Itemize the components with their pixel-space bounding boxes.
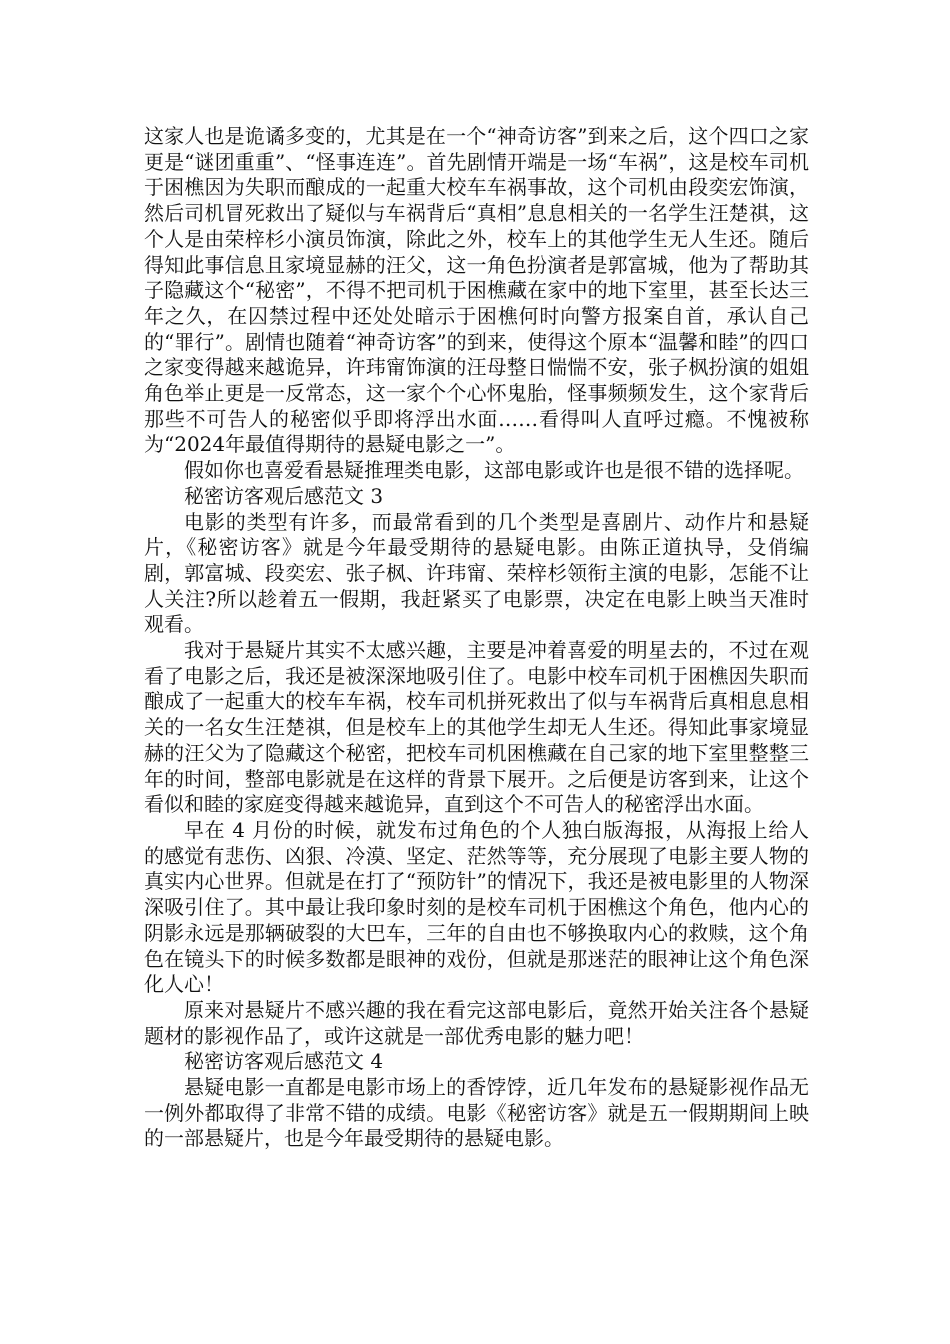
paragraph-plot-summary: 我对于悬疑片其实不太感兴趣，主要是冲着喜爱的明星去的，不过在观看了电影之后，我还是被深深地吸引住了。电影中校车司机于困樵因失职而酿成了一起重大的校车车祸，校车司机拼死救出了似与车祸背后真相息息相关的一名女生汪楚祺，但是校车上的其他学生却无人生还。得知此事家境显赫的汪父为了隐藏这个秘密，把校车司机困樵藏在自己家的地下室里整整三年的时间，整部电影就是在这样的背景下展开。之后便是访客到来，让这个看似和睦的家庭变得越来越诡异，直到这个不可告人的秘密浮出水面。 xyxy=(144,638,809,817)
document-page xyxy=(144,124,809,1152)
paragraph-intro-continued: 这家人也是诡谲多变的，尤其是在一个“神奇访客”到来之后，这个四口之家更是“谜团重重”、“怪事连连”。首先剧情开端是一场“车祸”，这是校车司机于困樵因为失职而酿成的一起重大校车车祸事故，这个司机由段奕宏饰演，然后司机冒死救出了疑似与车祸背后“真相”息息相关的一名学生汪楚祺，这个人是由荣梓杉小演员饰演，除此之外，校车上的其他学生无人生还。随后得知此事信息且家境显赫的汪父，这一角色扮演者是郭富城，他为了帮助其子隐藏这个“秘密”，不得不把司机于困樵藏在家中的地下室里，甚至长达三年之久，在囚禁过程中还处处暗示于困樵何时向警方报案自首，承认自己的“罪行”。剧情也随着“神奇访客”的到来，使得这个原本“温馨和睦”的四口之家变得越来越诡异，许玮甯饰演的汪母整日惴惴不安，张子枫扮演的姐姐角色举止更是一反常态，这一家个个心怀鬼胎，怪事频频发生，这个家背后那些不可告人的秘密似乎即将浮出水面……看得叫人直呼过瘾。不愧被称为“2024年最值得期待的悬疑电影之一”。 xyxy=(144,124,809,457)
section-heading-3: 秘密访客观后感范文 3 xyxy=(184,483,384,508)
paragraph-conclusion: 原来对悬疑片不感兴趣的我在看完这部电影后，竟然开始关注各个悬疑题材的影视作品了，或许这就是一部优秀电影的魅力吧！ xyxy=(144,997,809,1048)
paragraph-recommendation: 假如你也喜爱看悬疑推理类电影，这部电影或许也是很不错的选择呢。 xyxy=(184,458,804,483)
section-heading-4: 秘密访客观后感范文 4 xyxy=(184,1049,384,1074)
paragraph-genre-intro: 电影的类型有许多，而最常看到的几个类型是喜剧片、动作片和悬疑片，《秘密访客》就是今年最受期待的悬疑电影。由陈正道执导，殳俏编剧，郭富城、段奕宏、张子枫、许玮甯、荣梓杉领衔主演的电影，怎能不让人关注?所以趁着五一假期，我赶紧买了电影票，决定在电影上映当天准时观看。 xyxy=(144,509,809,637)
paragraph-suspense-market: 悬疑电影一直都是电影市场上的香饽饽，近几年发布的悬疑影视作品无一例外都取得了非常不错的成绩。电影《秘密访客》就是五一假期期间上映的一部悬疑片，也是今年最受期待的悬疑电影。 xyxy=(144,1075,809,1151)
paragraph-character-posters: 早在 4 月份的时候，就发布过角色的个人独白版海报，从海报上给人的感觉有悲伤、凶狠、冷漠、坚定、茫然等等，充分展现了电影主要人物的真实内心世界。但就是在打了“预防针”的情况下，我还是被电影里的人物深深吸引住了。其中最让我印象时刻的是校车司机于困樵这个角色，他内心的阴影永远是那辆破裂的大巴车，三年的自由也不够换取内心的救赎，这个角色在镜头下的时候多数都是眼神的戏份，但就是那迷茫的眼神让这个角色深化人心！ xyxy=(144,817,809,997)
